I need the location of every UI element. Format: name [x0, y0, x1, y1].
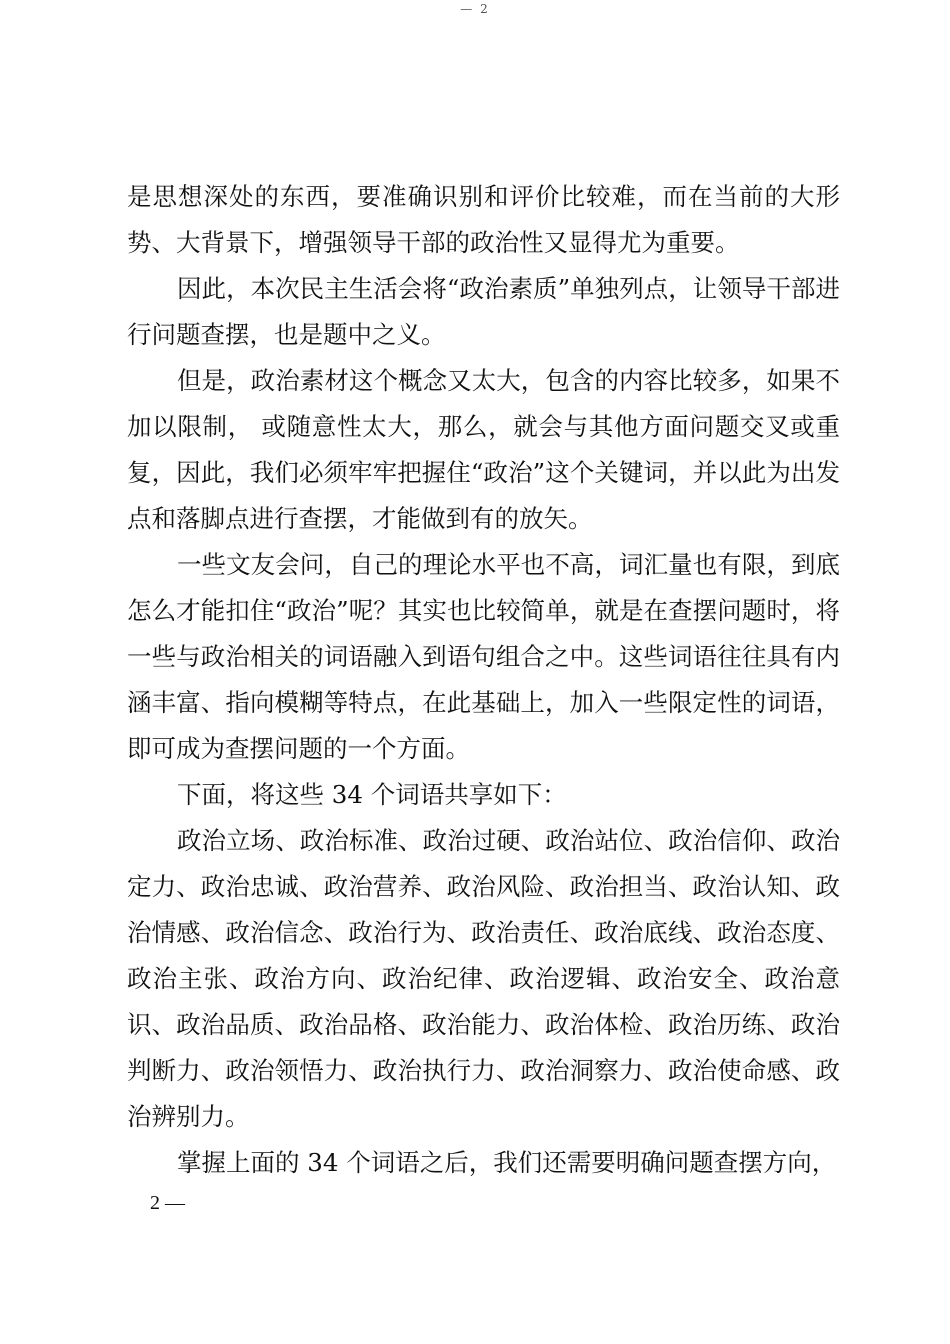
paragraph-term-list: 政治立场、政治标准、政治过硬、政治站位、政治信仰、政治定力、政治忠诚、政治营养、政治风险、政治担当、政治认知、政治情感、政治信念、政治行为、政治责任、政治底线、政治态度、政治主张、政治方向、政治纪律、政治逻辑、政治安全、政治意识、政治品质、政治品格、政治能力、政治体检、政治历练、政治判断力、政治领悟力、政治执行力、政治洞察力、政治使命感、政治辨别力。 [127, 826, 840, 1131]
page-number: 2 — [150, 1192, 185, 1214]
paragraph-political-quality: 因此，本次民主生活会将“政治素质”单独列点，让领导干部进行问题查摆，也是题中之义。 [127, 274, 840, 349]
page-header-mark: — 2 [460, 2, 490, 16]
document-body [127, 174, 840, 1186]
paragraph-how-to-focus: 一些文友会问，自己的理论水平也不高，词汇量也有限，到底怎么才能扣住“政治”呢？其实也比较简单，就是在查摆问题时，将一些与政治相关的词语融入到语句组合之中。这些词语往往具有内涵丰富、指向模糊等特点，在此基础上，加入一些限定性的词语，即可成为查摆问题的一个方面。 [127, 550, 840, 763]
paragraph-next-step: 掌握上面的 34 个词语之后，我们还需要明确问题查摆方向， [177, 1148, 837, 1177]
paragraph-continuation: 是思想深处的东西，要准确识别和评价比较难，而在当前的大形势、大背景下，增强领导干部的政治性又显得尤为重要。 [127, 182, 840, 257]
paragraph-intro-terms: 下面，将这些 34 个词语共享如下： [177, 780, 567, 809]
paragraph-scope-limit: 但是，政治素材这个概念又太大，包含的内容比较多，如果不加以限制， 或随意性太大，那么，就会与其他方面问题交叉或重复，因此，我们必须牢牢把握住“政治”这个关键词，并以此为出发点和落脚点进行查摆，才能做到有的放矢。 [127, 366, 840, 533]
